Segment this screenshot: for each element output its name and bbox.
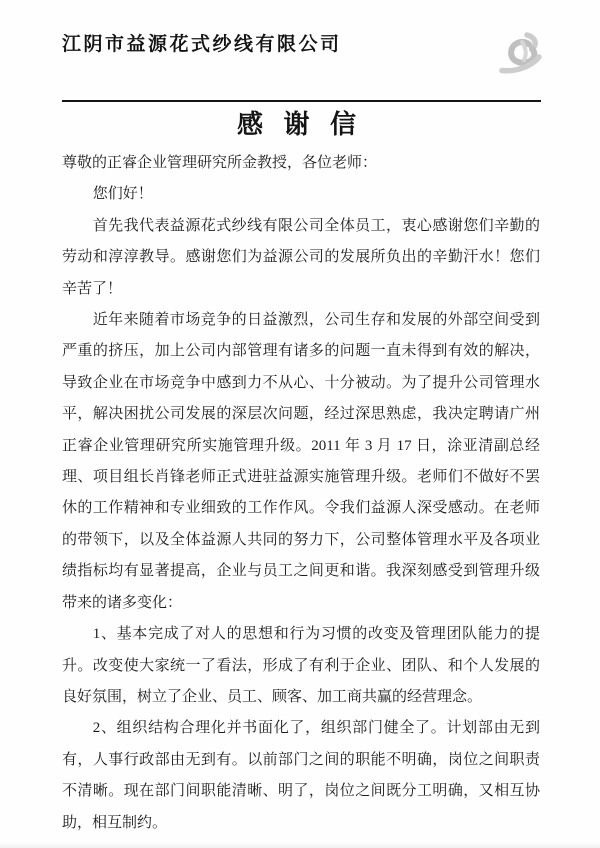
paragraph-change-2: 2、组织结构合理化并书面化了，组织部门健全了。计划部由无到有，人事行政部由无到有。以前部门之间的职能不明确，岗位之间职责不清晰。现在部门间职能清晰、明了，岗位之间既分工明确，又相互协助，相互制约。 <box>62 720 540 831</box>
yarn-knot-icon <box>496 30 548 83</box>
paragraph-background: 近年来随着市场竞争的日益激烈，公司生存和发展的外部空间受到严重的挤压，加上公司内部管理有诸多的问题一直未得到有效的解决，导致企业在市场竞争中感到力不从心、十分被动。为了提升公司管理水平，解决困扰公司发展的深层次问题，经过深思熟虑，我决定聘请广州正睿企业管理研究所实施管理升级。2011 年 3 月 17 日，涂亚清副总经理、项目组长肖锋老师正式进驻益源实施管理升级。老师们不做好不罢休的工作精神和专业细致的工作作风。令我们益源人深受感动。在老师的带领下，以及全体益源人共同的努力下，公司整体管理水平及各项业绩指标均有显著提高，企业与员工之间更和谐。我深刻感受到管理升级带来的诸多变化： <box>62 312 540 611</box>
paragraph-thanks: 首先我代表益源花式纱线有限公司全体员工，衷心感谢您们辛勤的劳动和淳淳教导。感谢您们为益源公司的发展所负出的辛勤汗水！您们辛苦了！ <box>62 217 540 297</box>
letter-header <box>0 0 600 83</box>
paragraph-change-1: 1、基本完成了对人的思想和行为习惯的改变及管理团队能力的提升。改变使大家统一了看法，形成了有利于企业、团队、和个人发展的良好氛围，树立了企业、员工、顾客、加工商共赢的经营理念。 <box>62 626 540 705</box>
letter-body <box>0 144 600 839</box>
salutation-line: 尊敬的正睿企业管理研究所金教授，各位老师： <box>62 155 378 171</box>
header-divider <box>62 100 541 102</box>
paragraph-greeting: 您们好！ <box>92 186 153 203</box>
letter-title: 感 谢 信 <box>236 110 363 139</box>
company-name: 江阴市益源花式纱线有限公司 <box>62 34 342 55</box>
scan-edge-shadow <box>0 842 600 848</box>
